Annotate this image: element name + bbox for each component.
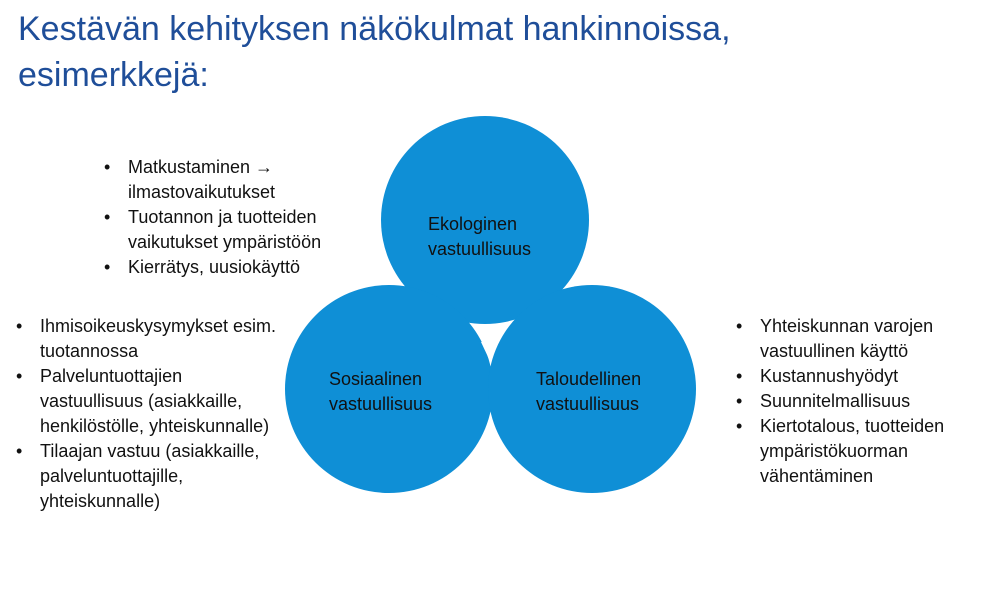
economic-examples-list [732,314,994,489]
list-item: • Ihmisoikeuskysymykset esim. tuotannossa [12,314,287,364]
list-item: • Tilaajan vastuu (asiakkaille, palveluntuottajille, yhteiskunnalle) [12,439,287,514]
top-circle-label-line2: vastuullisuus [428,239,532,259]
list-item: • Suunnitelmallisuus [732,389,994,414]
left-circle-label-line1: Sosiaalinen [329,369,423,389]
left-circle-label-line2: vastuullisuus [329,394,433,414]
social-examples-list [12,314,287,514]
list-item: • Kustannushyödyt [732,364,994,389]
title-line-2: esimerkkejä: [18,56,209,94]
right-circle-label-line2: vastuullisuus [536,394,640,414]
top-circle-label-line1: Ekologinen [428,214,518,234]
list-item: • Tuotannon ja tuotteiden vaikutukset ympäristöön [100,205,380,255]
right-circle-label-line1: Taloudellinen [536,369,642,389]
list-item: • Yhteiskunnan varojen vastuullinen käyttö [732,314,994,364]
list-item: • Kiertotalous, tuotteiden ympäristökuorman vähentäminen [732,414,994,489]
list-item: • Matkustaminen → ilmastovaikutukset [100,155,380,205]
list-item: • Palveluntuottajien vastuullisuus (asiakkaille, henkilöstölle, yhteiskunnalle) [12,364,287,439]
right-circle [488,285,696,493]
left-circle [285,285,493,493]
list-item: • Kierrätys, uusiokäyttö [100,255,380,280]
ecological-examples-list [100,155,380,280]
title-line-1: Kestävän kehityksen näkökulmat hankinnoissa, [18,10,731,48]
